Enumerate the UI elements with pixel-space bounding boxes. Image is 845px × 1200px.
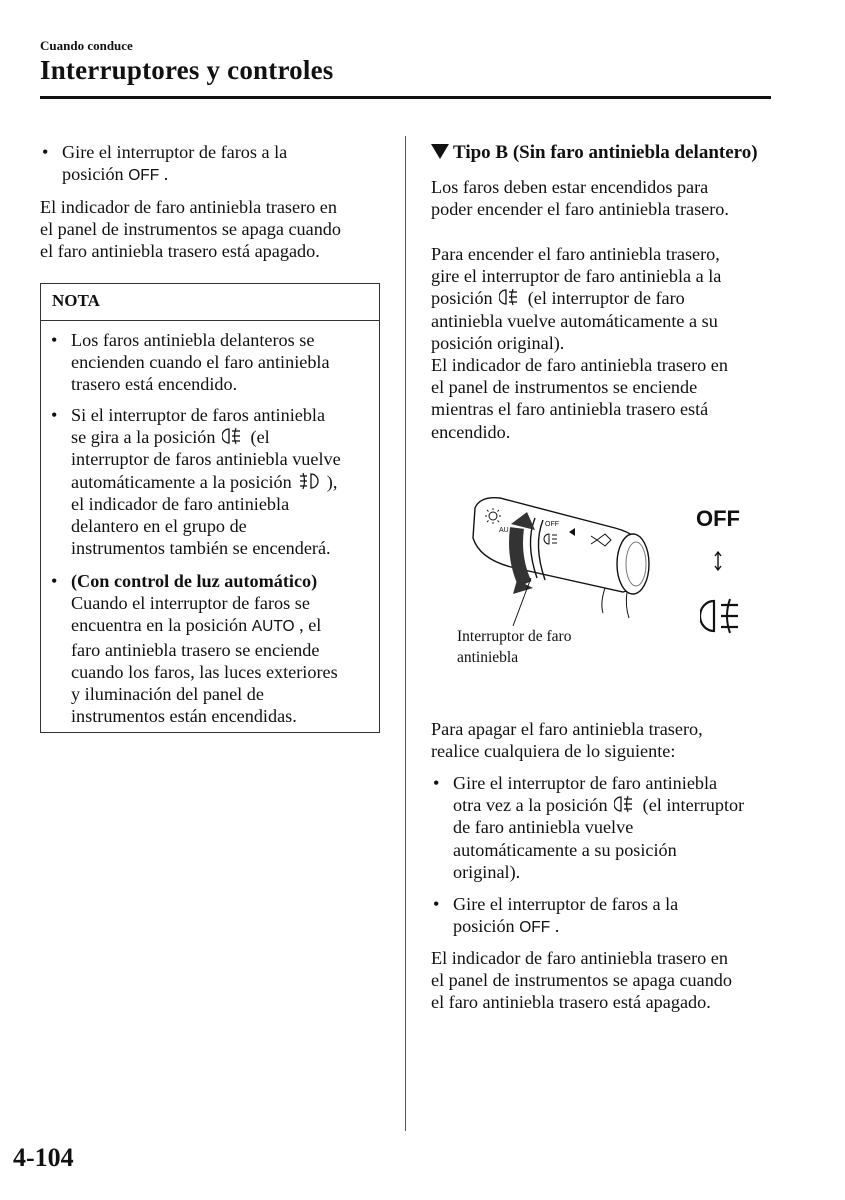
left-paragraph [40,196,400,263]
text-line: el indicador de faro antiniebla [71,493,290,514]
text-line: delantero en el grupo de [71,516,247,537]
text-line: (el [250,427,270,448]
page-number: 4-104 [13,1143,74,1172]
right-paragraph-4 [431,718,791,762]
text-line: antiniebla vuelve automáticamente a su [431,310,718,331]
text-line: trasero está encendido. [71,374,238,395]
text-line: Cuando el interruptor de faros se [71,593,310,614]
text-line: El indicador de faro antiniebla trasero en [431,355,728,375]
left-bullet-off [40,141,390,187]
column-divider [405,136,406,1131]
page-title: Interruptores y controles [40,55,334,85]
text-line: Si el interruptor de faros antiniebla [71,405,326,425]
nota-box [40,283,380,733]
stalk-off-text: OFF [545,521,559,528]
text-line: el faro antiniebla trasero está apagado. [431,992,711,1013]
nota-item-1 [49,329,374,396]
title-rule [40,96,771,99]
text-line: realice cualquiera de lo siguiente: [431,741,676,762]
rear-fog-icon [222,427,244,445]
text-line: automáticamente a su posición [453,839,677,860]
text-line: encendido. [431,421,511,442]
bullet-dot: • [51,405,58,425]
text-line: original). [453,861,521,882]
text-line: Para encender el faro antiniebla trasero, [431,244,720,264]
text-line: (el interruptor [642,795,745,816]
bullet-dot: • [51,330,58,350]
bullet-line: posición [62,164,124,185]
text-line: encuentra en la posición [71,615,248,636]
text-line: El indicador de faro antiniebla trasero en [40,197,337,217]
text-line: el panel de instrumentos se enciende [431,377,698,398]
bullet-line: Gire el interruptor de faros a la [62,142,288,162]
bullet-dot: • [433,894,440,914]
text-line: se gira a la posición [71,427,216,448]
text-line: automáticamente a la posición [71,471,292,492]
text-line: posición original). [431,332,565,353]
text-line: instrumentos están encendidas. [71,706,297,727]
text-line: y iluminación del panel de [71,684,264,705]
nota-header [41,284,379,321]
text-line: posición [431,288,493,309]
auto-position-label: AUTO [251,618,295,636]
text-line: poder encender el faro antiniebla trasero. [431,199,729,220]
caption-line: Interruptor de faro [457,628,572,645]
text-line: mientras el faro antiniebla trasero está [431,399,709,420]
text-line: (el interruptor de faro [527,288,685,309]
text-line: instrumentos también se encenderá. [71,538,331,559]
right-paragraph-1 [431,176,791,220]
section-label: Cuando conduce [40,38,133,53]
bullet-dot: • [51,571,58,591]
text-line: Los faros antiniebla delanteros se [71,330,315,350]
text-line: faro antiniebla trasero se enciende [71,639,320,660]
right-bullet-1 [431,772,791,883]
nota-item-2 [49,404,379,559]
rear-fog-large-icon [700,597,742,635]
text-line: Los faros deben estar encendidos para [431,177,709,197]
fog-switch-illustration [455,488,665,628]
text-line: otra vez a la posición [453,795,608,816]
off-position-label: OFF [519,919,551,937]
off-label: OFF [696,506,740,531]
nota-item-3 [49,570,379,727]
stalk-auto-text: AU [499,527,509,534]
bullet-dot: • [433,773,440,793]
front-fog-icon [298,472,320,490]
text-line: Gire el interruptor de faros a la [453,894,679,914]
rear-fog-icon [614,795,636,813]
bullet-dot: • [42,142,49,162]
text-line: El indicador de faro antiniebla trasero en [431,948,728,968]
double-arrow-icon [713,550,723,572]
text-line: el panel de instrumentos se apaga cuando [431,970,732,991]
triangle-marker-icon [431,144,449,159]
text-line: encienden cuando el faro antiniebla [71,352,330,373]
off-position-label: OFF [128,167,160,185]
text-line: posición [453,916,515,937]
text-line: gire el interruptor de faro antiniebla a la [431,266,722,287]
text-line-bold: (Con control de luz automático) [71,571,318,591]
text-line: cuando los faros, las luces exteriores [71,661,338,682]
rear-fog-icon [499,288,521,306]
text-line: el panel de instrumentos se apaga cuando [40,219,341,240]
text-line: Gire el interruptor de faro antiniebla [453,773,718,793]
right-paragraph-3 [431,354,791,443]
nota-title: NOTA [52,291,100,310]
period: . [554,916,560,937]
text-line: de faro antiniebla vuelve [453,817,634,838]
text-line: , el [299,615,322,636]
right-bullet-2 [431,893,791,939]
text-line: Para apagar el faro antiniebla trasero, [431,719,703,739]
figure-caption [457,626,571,668]
text-line: ), [326,471,338,492]
period: . [163,164,169,185]
right-paragraph-5 [431,947,791,1014]
heading-text: Tipo B (Sin faro antiniebla delantero) [453,142,758,163]
text-line: el faro antiniebla trasero está apagado. [40,241,320,262]
tipo-b-heading [431,142,758,164]
caption-line: antiniebla [457,649,519,666]
text-line: interruptor de faros antiniebla vuelve [71,449,341,470]
right-paragraph-2 [431,243,791,354]
